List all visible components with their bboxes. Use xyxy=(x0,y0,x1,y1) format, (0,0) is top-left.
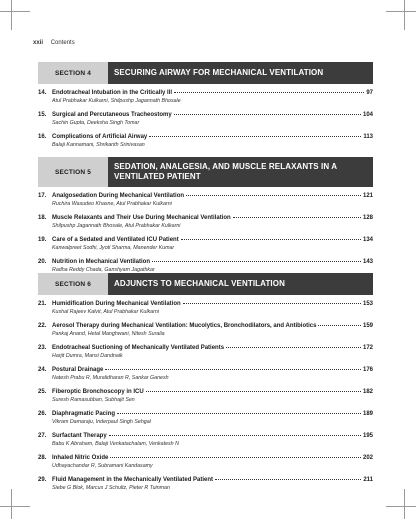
toc-entry[interactable] xyxy=(38,345,373,367)
chapter-authors: Udhayachandar R, Subramani Kandasamy xyxy=(52,463,153,469)
running-header xyxy=(33,40,75,46)
section-5 xyxy=(38,157,373,281)
chapter-title: Endotracheal Suctioning of Mechanically Ventilated Patients xyxy=(52,345,225,351)
toc-entry[interactable] xyxy=(38,367,373,389)
section-title: SECURING AIRWAY FOR MECHANICAL VENTILATION xyxy=(108,62,373,84)
crop-mark xyxy=(0,506,30,507)
chapter-title: Muscle Relaxants and Their Use During Mechanical Ventilation xyxy=(52,215,231,221)
chapter-number: 26. xyxy=(38,411,47,417)
dot-leader xyxy=(186,195,361,196)
dot-leader xyxy=(152,261,361,262)
dot-leader xyxy=(117,413,361,414)
dot-leader xyxy=(109,435,361,436)
running-title: Contents xyxy=(50,40,75,46)
chapter-number: 17. xyxy=(38,193,47,199)
toc-entry[interactable] xyxy=(38,112,373,134)
page-number: 182 xyxy=(362,389,373,395)
chapter-title: Humidification During Mechanical Ventilation xyxy=(52,301,181,307)
chapter-title: Nutrition in Mechanical Ventilation xyxy=(52,259,151,265)
chapter-number: 23. xyxy=(38,345,47,351)
page-number: 143 xyxy=(362,259,373,265)
page-number: 189 xyxy=(362,411,373,417)
page-number: 128 xyxy=(362,215,373,221)
section-4 xyxy=(38,62,373,156)
page-number: 121 xyxy=(362,193,373,199)
dot-leader xyxy=(146,391,361,392)
toc-entry[interactable] xyxy=(38,389,373,411)
section-header xyxy=(38,157,373,187)
crop-mark xyxy=(386,506,416,507)
page-number: 211 xyxy=(363,477,373,483)
section-label: SECTION 5 xyxy=(38,157,108,187)
page-number: 159 xyxy=(362,323,373,329)
chapter-title: Fluid Management in the Mechanically Ventilated Patient xyxy=(52,477,214,483)
chapter-number: 20. xyxy=(38,259,47,265)
chapter-authors: Ruchira Wasudeo Khasne, Atul Prabhakar Kulkarni xyxy=(52,201,172,207)
dot-leader xyxy=(174,92,364,93)
crop-mark xyxy=(404,489,405,519)
page-number: 134 xyxy=(362,237,373,243)
toc-entry[interactable] xyxy=(38,455,373,477)
toc-entry[interactable] xyxy=(38,411,373,433)
dot-leader xyxy=(181,239,361,240)
chapter-title: Endotracheal Intubation in the Critically Ill xyxy=(52,90,173,96)
chapter-authors: Vikram Damaraju, Inderpaul Singh Sehgal xyxy=(52,419,151,425)
chapter-number: 15. xyxy=(38,112,47,118)
chapter-authors: Radha Reddy Chada, Ganshyam Jagathkar xyxy=(52,267,155,273)
toc-entry[interactable] xyxy=(38,323,373,345)
chapter-title: Care of a Sedated and Ventilated ICU Patient xyxy=(52,237,179,243)
crop-mark xyxy=(386,11,416,12)
page-number: 202 xyxy=(362,455,373,461)
dot-leader xyxy=(110,457,361,458)
section-6 xyxy=(38,273,373,499)
page-numeral: xxii xyxy=(33,40,44,46)
page-number: 176 xyxy=(362,367,373,373)
chapter-authors: Sachin Gupta, Deeksha Singh Tomar xyxy=(52,120,140,126)
toc-entry[interactable] xyxy=(38,134,373,156)
chapter-authors: Shilpushp Jagannath Bhosale, Atul Prabhakar Kulkarni xyxy=(52,223,181,229)
chapter-title: Aerosol Therapy during Mechanical Ventilation: Mucolytics, Bronchodilators, and Antibiotics xyxy=(52,323,317,329)
chapter-authors: Kanwalpreet Sodhi, Jyoti Sharma, Manender Kumar xyxy=(52,245,175,251)
chapter-title: Inhaled Nitric Oxide xyxy=(52,455,109,461)
chapter-number: 14. xyxy=(38,90,47,96)
toc-entry[interactable] xyxy=(38,477,373,499)
dot-leader xyxy=(149,136,361,137)
chapter-title: Postural Drainage xyxy=(52,367,104,373)
crop-mark xyxy=(0,11,30,12)
section-title: SEDATION, ANALGESIA, AND MUSCLE RELAXANTS IN A VENTILATED PATIENT xyxy=(108,157,373,187)
page-number: 153 xyxy=(362,301,373,307)
toc-entry[interactable] xyxy=(38,215,373,237)
toc-entry[interactable] xyxy=(38,301,373,323)
dot-leader xyxy=(183,303,361,304)
crop-mark xyxy=(11,0,12,30)
dot-leader xyxy=(105,369,361,370)
chapter-number: 25. xyxy=(38,389,47,395)
toc-entry[interactable] xyxy=(38,90,373,112)
chapter-authors: Siebe G Blok, Marcus J Schultz, Pieter R Tuinman xyxy=(52,485,170,491)
crop-mark xyxy=(404,0,405,30)
section-header xyxy=(38,62,373,84)
chapter-authors: Natesh Prabu R, Muralidharan R, Sankar Ganesh xyxy=(52,375,169,381)
chapter-title: Surgical and Percutaneous Tracheostomy xyxy=(52,112,172,118)
chapter-title: Diaphragmatic Pacing xyxy=(52,411,116,417)
page-number: 113 xyxy=(363,134,373,140)
page-number: 104 xyxy=(362,112,373,118)
page-number: 97 xyxy=(366,90,373,96)
chapter-authors: Balaji Kannamani, Shrikanth Srinivasan xyxy=(52,142,145,148)
chapter-title: Surfactant Therapy xyxy=(52,433,107,439)
toc-entry[interactable] xyxy=(38,237,373,259)
chapter-authors: Babu K Abraham, Balaji Venkatachalam, Venkatesh N xyxy=(52,441,179,447)
chapter-number: 21. xyxy=(38,301,47,307)
chapter-number: 16. xyxy=(38,134,47,140)
dot-leader xyxy=(233,217,361,218)
chapter-title: Analgosedation During Mechanical Ventilation xyxy=(52,193,185,199)
chapter-number: 27. xyxy=(38,433,47,439)
chapter-number: 29. xyxy=(38,477,47,483)
chapter-authors: Kushal Rajeev Kalvit, Atul Prabhakar Kulkarni xyxy=(52,309,159,315)
chapter-number: 18. xyxy=(38,215,47,221)
dot-leader xyxy=(318,325,361,326)
chapter-authors: Suresh Ramasubban, Subhajit Sen xyxy=(52,397,135,403)
section-label: SECTION 6 xyxy=(38,273,108,295)
dot-leader xyxy=(215,479,361,480)
crop-mark xyxy=(11,489,12,519)
chapter-number: 19. xyxy=(38,237,47,243)
chapter-authors: Harjit Dumra, Mansi Dandnaik xyxy=(52,353,123,359)
dot-leader xyxy=(174,114,361,115)
section-title: ADJUNCTS TO MECHANICAL VENTILATION xyxy=(108,273,373,295)
chapter-authors: Pankaj Anand, Hetal Manghwani, Nitesh Suralia xyxy=(52,331,165,337)
section-label: SECTION 4 xyxy=(38,62,108,84)
chapter-title: Complications of Artificial Airway xyxy=(52,134,148,140)
chapter-number: 22. xyxy=(38,323,47,329)
chapter-title: Fiberoptic Bronchoscopy in ICU xyxy=(52,389,144,395)
toc-entry[interactable] xyxy=(38,193,373,215)
page-number: 195 xyxy=(362,433,373,439)
dot-leader xyxy=(226,347,361,348)
section-header xyxy=(38,273,373,295)
page-number: 172 xyxy=(362,345,373,351)
toc-entry[interactable] xyxy=(38,433,373,455)
chapter-number: 24. xyxy=(38,367,47,373)
chapter-number: 28. xyxy=(38,455,47,461)
chapter-authors: Atul Prabhakar Kulkarni, Shilpushp Jagannath Bhosale xyxy=(52,98,181,104)
